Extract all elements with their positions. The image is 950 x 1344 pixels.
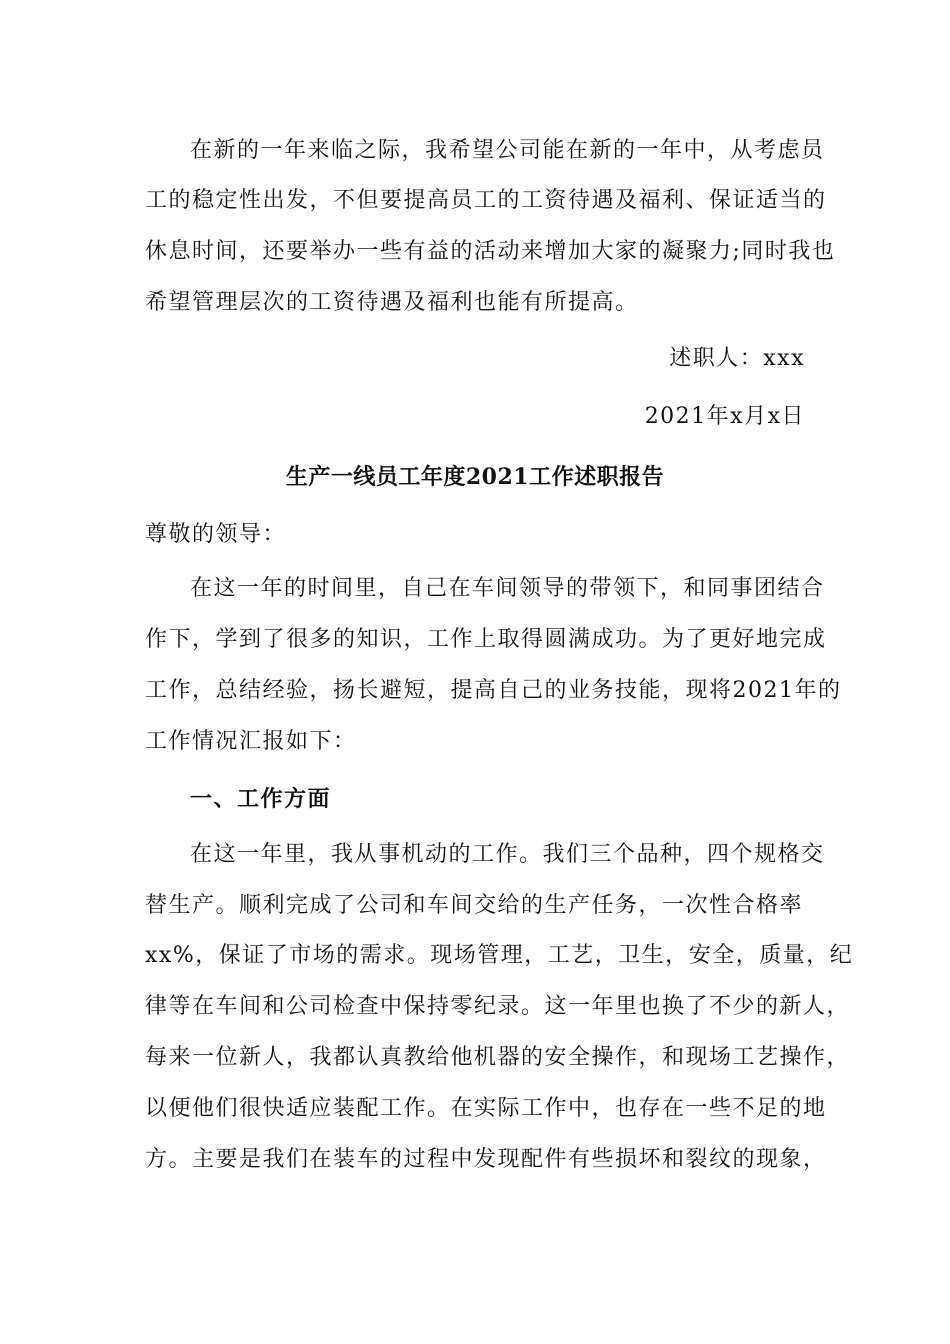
intro-line-4: 希望管理层次的工资待遇及福利也能有所提高。 <box>145 290 639 315</box>
opening-line-2: 作下，学到了很多的知识，工作上取得圆满成功。为了更好地完成 <box>145 627 827 652</box>
work-line-5: 每来一位新人，我都认真教给他机器的安全操作，和现场工艺操作， <box>145 1045 851 1070</box>
intro-line-3: 休息时间，还要举办一些有益的活动来增加大家的凝聚力;同时我也 <box>145 239 836 264</box>
opening-line-4: 工作情况汇报如下： <box>145 729 357 754</box>
date: 2021年x月x日 <box>644 404 805 429</box>
opening-line-1: 在这一年的时间里，自己在车间领导的带领下，和同事团结合 <box>190 576 825 601</box>
opening-line-3: 工作，总结经验，扬长避短，提高自己的业务技能，现将2021年的 <box>145 678 842 703</box>
work-line-7: 方。主要是我们在装车的过程中发现配件有些损坏和裂纹的现象， <box>145 1147 827 1172</box>
salutation: 尊敬的领导： <box>145 522 287 547</box>
intro-line-1: 在新的一年来临之际，我希望公司能在新的一年中，从考虑员 <box>190 138 825 163</box>
work-line-4: 律等在车间和公司检查中保持零纪录。这一年里也换了不少的新人， <box>145 994 851 1019</box>
work-line-1: 在这一年里，我从事机动的工作。我们三个品种，四个规格交 <box>190 842 825 867</box>
intro-line-2: 工的稳定性出发，不但要提高员工的工资待遇及福利、保证适当的 <box>145 188 827 213</box>
signature: 述职人：xxx <box>669 346 805 371</box>
section-heading: 一、工作方面 <box>190 786 332 812</box>
work-line-2: 替生产。顺利完成了公司和车间交给的生产任务，一次性合格率 <box>145 893 804 918</box>
report-title: 生产一线员工年度2021工作述职报告 <box>285 464 665 490</box>
work-line-6: 以便他们很快适应装配工作。在实际工作中，也存在一些不足的地 <box>145 1096 827 1121</box>
work-line-3: xx%，保证了市场的需求。现场管理，工艺，卫生，安全，质量，纪 <box>145 943 854 968</box>
